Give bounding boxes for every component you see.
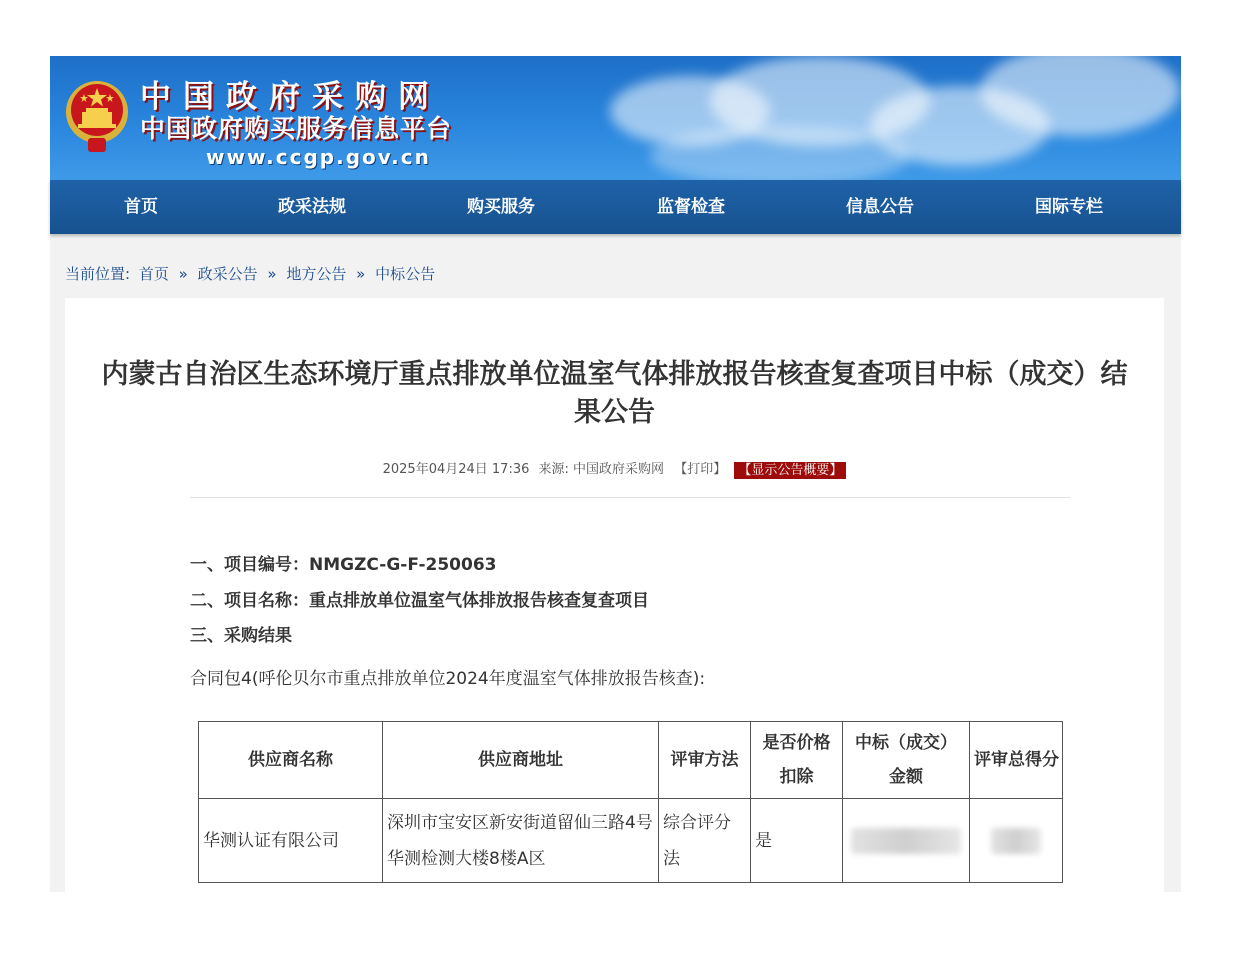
cell-price-deduction: 是 bbox=[751, 799, 843, 883]
cell-total-score bbox=[970, 799, 1063, 883]
article-source-label: 来源: bbox=[538, 462, 569, 477]
national-emblem-icon bbox=[64, 76, 130, 156]
breadcrumb-separator: » bbox=[178, 265, 188, 283]
breadcrumb-item-award-notices[interactable]: 中标公告 bbox=[375, 265, 436, 283]
column-header-price-deduction: 是否价格扣除 bbox=[751, 722, 843, 799]
column-header-total-score: 评审总得分 bbox=[970, 722, 1063, 799]
article-source: 中国政府采购网 bbox=[573, 462, 665, 477]
site-banner bbox=[50, 56, 1181, 180]
table-header-row bbox=[199, 722, 1063, 799]
site-url: www.ccgp.gov.cn bbox=[206, 145, 431, 169]
column-header-supplier-name: 供应商名称 bbox=[199, 722, 383, 799]
cell-evaluation-method: 综合评分法 bbox=[659, 799, 751, 883]
cell-supplier-name: 华测认证有限公司 bbox=[199, 799, 383, 883]
nav-item-announcements[interactable]: 信息公告 bbox=[846, 197, 914, 217]
page-title: 内蒙古自治区生态环境厅重点排放单位温室气体排放报告核查复查项目中标（成交）结果公告 bbox=[101, 359, 1128, 428]
divider bbox=[190, 497, 1070, 498]
breadcrumb-item-procurement-notices[interactable]: 政采公告 bbox=[197, 265, 258, 283]
site-subtitle: 中国政府购买服务信息平台 bbox=[140, 114, 453, 143]
cell-supplier-address: 深圳市宝安区新安街道留仙三路4号华测检测大楼8楼A区 bbox=[383, 799, 659, 883]
result-table bbox=[198, 721, 1063, 883]
site-title: 中国政府采购网 bbox=[140, 79, 441, 115]
main-nav bbox=[50, 180, 1181, 234]
article-meta bbox=[65, 460, 1164, 481]
redacted-amount bbox=[851, 828, 961, 854]
nav-item-home[interactable]: 首页 bbox=[124, 197, 158, 217]
table-row bbox=[199, 799, 1063, 883]
nav-item-supervision[interactable]: 监督检查 bbox=[657, 197, 725, 217]
procurement-result-heading: 三、采购结果 bbox=[190, 626, 292, 646]
project-number: 一、项目编号：NMGZC-G-F-250063 bbox=[190, 555, 497, 575]
cell-award-amount bbox=[843, 799, 970, 883]
breadcrumb-separator: » bbox=[356, 265, 366, 283]
contract-package-label: 合同包4(呼伦贝尔市重点排放单位2024年度温室气体排放报告核查): bbox=[190, 669, 706, 689]
nav-item-regulations[interactable]: 政采法规 bbox=[278, 197, 346, 217]
show-summary-button[interactable]: 【显示公告概要】 bbox=[734, 462, 846, 479]
nav-item-purchase-services[interactable]: 购买服务 bbox=[467, 197, 535, 217]
article-card bbox=[65, 298, 1164, 892]
print-link[interactable]: 【打印】 bbox=[674, 462, 727, 477]
breadcrumb-item-home[interactable]: 首页 bbox=[138, 265, 169, 283]
breadcrumb-separator: » bbox=[267, 265, 277, 283]
nav-item-international[interactable]: 国际专栏 bbox=[1035, 197, 1103, 217]
breadcrumb-item-local-notices[interactable]: 地方公告 bbox=[286, 265, 347, 283]
article-datetime: 2025年04月24日 17:36 bbox=[382, 462, 530, 477]
redacted-score bbox=[991, 828, 1041, 854]
column-header-supplier-address: 供应商地址 bbox=[383, 722, 659, 799]
project-name: 二、项目名称：重点排放单位温室气体排放报告核查复查项目 bbox=[190, 591, 649, 611]
breadcrumb-prefix: 当前位置: bbox=[65, 265, 131, 283]
column-header-award-amount: 中标（成交）金额 bbox=[843, 722, 970, 799]
column-header-evaluation-method: 评审方法 bbox=[659, 722, 751, 799]
breadcrumb bbox=[65, 262, 435, 286]
